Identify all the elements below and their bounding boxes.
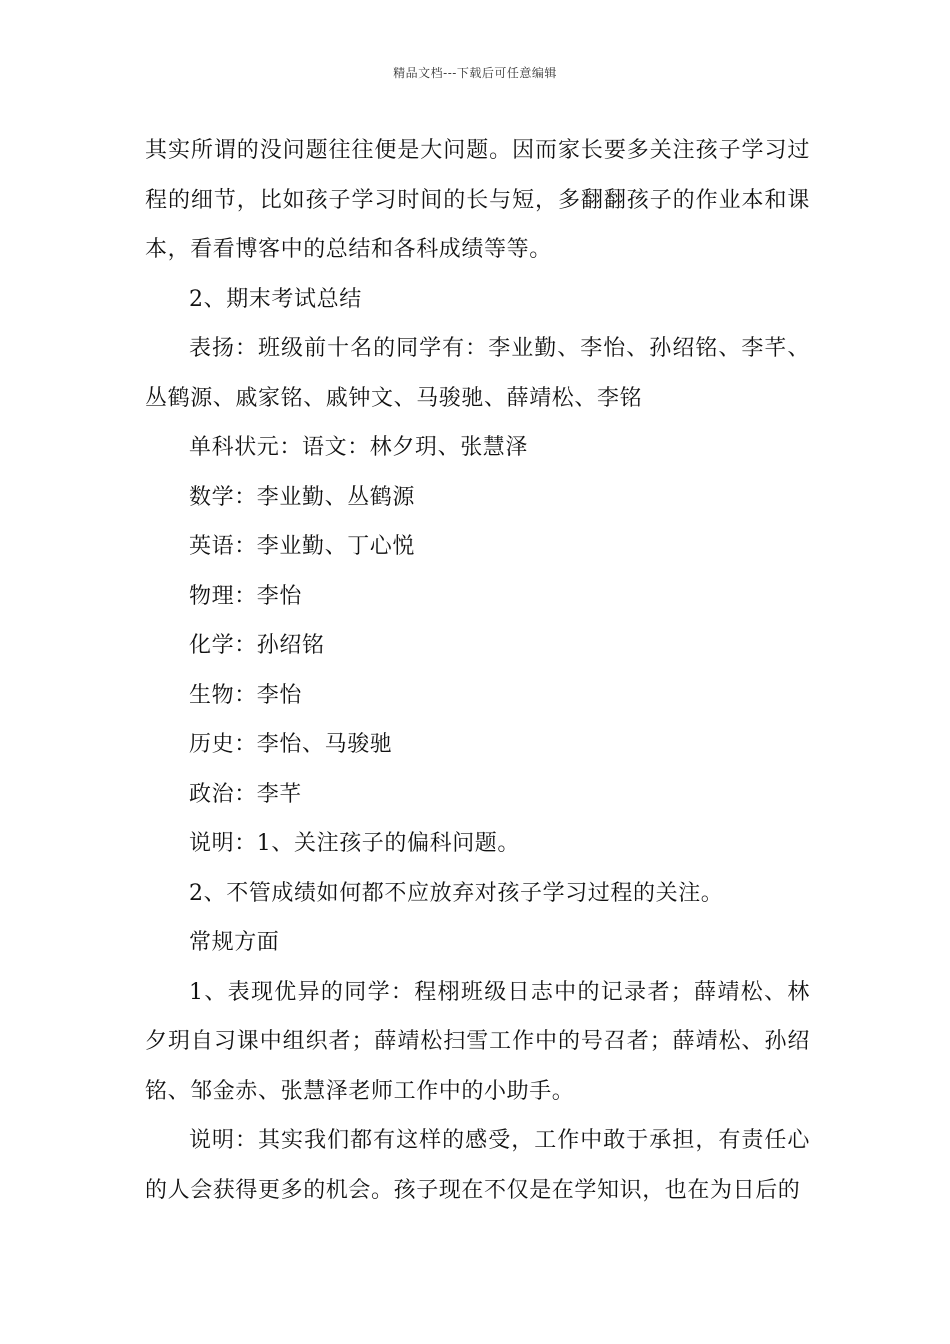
paragraph: 英语：李业勤、丁心悦 <box>189 534 416 559</box>
paragraph: 常规方面 <box>189 930 280 955</box>
paragraph: 2、期末考试总结 <box>189 286 362 312</box>
paragraph: 说明：其实我们都有这样的感受，工作中敢于承担，有责任心的人会获得更多的机会。孩子现在不仅是在学知识，也在为日后的 <box>145 1128 810 1203</box>
paragraph: 说明：1、关注孩子的偏科问题。 <box>189 831 520 856</box>
paragraph: 1、表现优异的同学：程栩班级日志中的记录者；薛靖松、林夕玥自习课中组织者；薛靖松扫雪工作中的号召者；薛靖松、孙绍铭、邹金赤、张慧泽老师工作中的小助手。 <box>145 979 810 1104</box>
paragraph: 2、不管成绩如何都不应放弃对孩子学习过程的关注。 <box>189 880 724 906</box>
paragraph: 化学：孙绍铭 <box>189 633 325 658</box>
document-body <box>145 126 810 1215</box>
paragraph: 数学：李业勤、丛鹤源 <box>189 484 416 510</box>
page-header: 精品文档---下载后可任意编辑 <box>393 66 557 80</box>
paragraph: 表扬：班级前十名的同学有：李业勤、李怡、孙绍铭、李芊、丛鹤源、戚家铭、戚钟文、马骏驰、薛靖松、李铭 <box>145 336 810 411</box>
paragraph: 政治：李芊 <box>189 781 303 807</box>
paragraph: 生物：李怡 <box>189 682 303 708</box>
paragraph: 物理：李怡 <box>189 583 303 609</box>
paragraph: 历史：李怡、马骏驰 <box>189 732 393 757</box>
paragraph: 其实所谓的没问题往往便是大问题。因而家长要多关注孩子学习过程的细节，比如孩子学习时间的长与短，多翻翻孩子的作业本和课本，看看博客中的总结和各科成绩等等。 <box>145 138 810 262</box>
paragraph: 单科状元：语文：林夕玥、张慧泽 <box>189 435 529 460</box>
